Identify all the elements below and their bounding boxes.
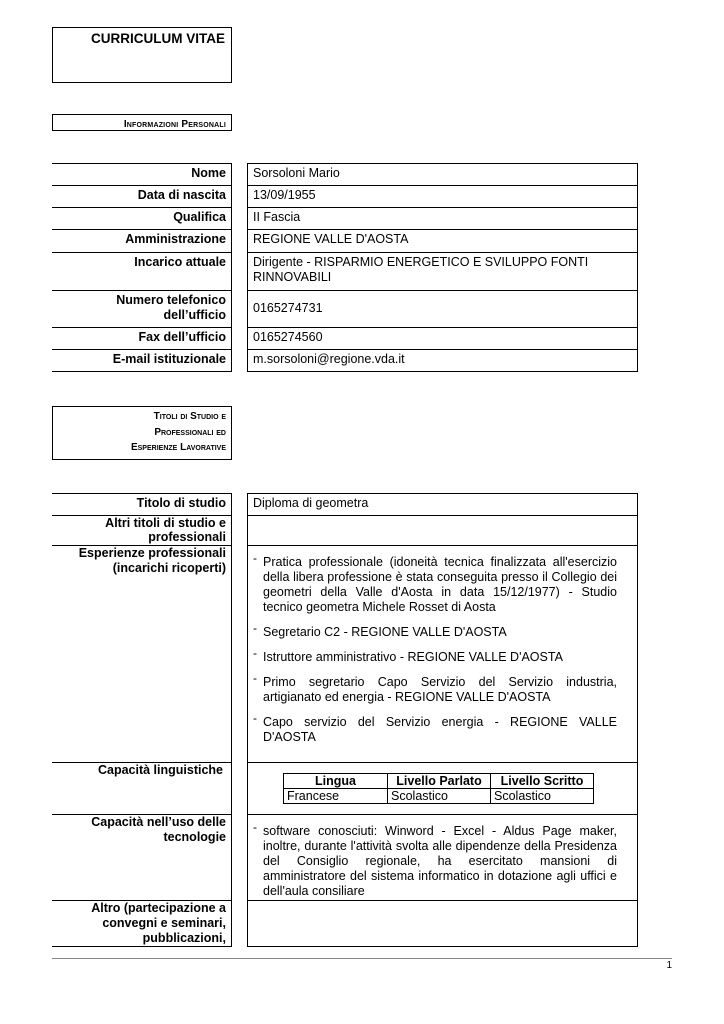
value-amministrazione: REGIONE VALLE D'AOSTA [247,229,638,252]
cell-parlato: Scolastico [388,789,491,804]
label-fax: Fax dell’ufficio [52,327,232,349]
section-personal-label: Informazioni Personali [123,119,226,130]
table-row [284,789,594,804]
page-number: 1 [666,960,672,971]
esperienza-item: - Segretario C2 - REGIONE VALLE D'AOSTA [253,625,617,640]
cell-lingua: Francese [284,789,388,804]
value-incarico: Dirigente - RISPARMIO ENERGETICO E SVILUPPO FONTI RINNOVABILI [247,252,638,290]
section-titles-line-1: Titoli di Studio e [153,411,226,422]
label-lingue: Capacità linguistiche [52,762,232,814]
language-table-header [284,774,594,789]
section-titles-line-2: Professionali ed [154,426,226,438]
label-titolo-studio: Titolo di studio [52,493,232,515]
header-livello-parlato: Livello Parlato [388,774,491,789]
label-data-nascita: Data di nascita [52,185,232,207]
label-incarico: Incarico attuale [52,252,232,290]
header-livello-scritto: Livello Scritto [491,774,594,789]
esperienza-item: - Pratica professionale (idoneità tecnica finalizzata all'esercizio della libera professione è stata conseguita presso il Collegio dei geometri della Valle d'Aosta in data 15/12/1977) - Studio tecnico geometra Michele Rosset di Aosta [253,555,617,615]
section-header-personal [52,114,232,131]
value-qualifica: II Fascia [247,207,638,229]
value-esperienze [247,545,638,762]
value-tecnologie [247,814,638,900]
value-titolo-studio: Diploma di geometra [247,493,638,515]
value-email: m.sorsoloni@regione.vda.it [247,349,638,372]
value-altri-titoli [247,515,638,545]
label-altri-titoli: Altri titoli di studio e professionali [52,515,232,545]
document-title: CURRICULUM VITAE [91,31,225,46]
value-nome: Sorsoloni Mario [247,163,638,185]
value-telefono: 0165274731 [247,290,638,327]
esperienza-item: - Istruttore amministrativo - REGIONE VALLE D'AOSTA [253,650,617,665]
cell-scritto: Scolastico [491,789,594,804]
section-titles-line-3: Esperienze Lavorative [130,442,226,453]
label-tecnologie: Capacità nell’uso delle tecnologie [52,814,232,900]
language-table [283,773,594,804]
value-fax: 0165274560 [247,327,638,349]
esperienza-item: - Capo servizio del Servizio energia - REGIONE VALLE D'AOSTA [253,715,617,745]
section-header-titles [52,406,232,460]
label-esperienze: Esperienze professionali (incarichi ricoperti) [52,545,232,762]
tecnologie-text: - software conosciuti: Winword - Excel - Aldus Page maker, inoltre, durante l'attività svolta alle dipendenze della Presidenza del Consiglio regionale, ha esercitato mansioni di amministratore del sistema informatico in dotazione agli uffici e dell'aula consiliare [253,824,617,899]
label-nome: Nome [52,163,232,185]
cv-title-box [52,27,232,83]
label-amministrazione: Amministrazione [52,229,232,252]
label-email: E-mail istituzionale [52,349,232,372]
label-qualifica: Qualifica [52,207,232,229]
esperienza-item: - Primo segretario Capo Servizio del Servizio industria, artigianato ed energia - REGIONE VALLE D'AOSTA [253,675,617,705]
value-data-nascita: 13/09/1955 [247,185,638,207]
header-lingua: Lingua [284,774,388,789]
value-altro [247,900,638,947]
label-telefono: Numero telefonico dell’ufficio [52,290,232,327]
label-altro: Altro (partecipazione a convegni e seminari, pubblicazioni, [52,900,232,947]
footer-divider [52,958,672,959]
